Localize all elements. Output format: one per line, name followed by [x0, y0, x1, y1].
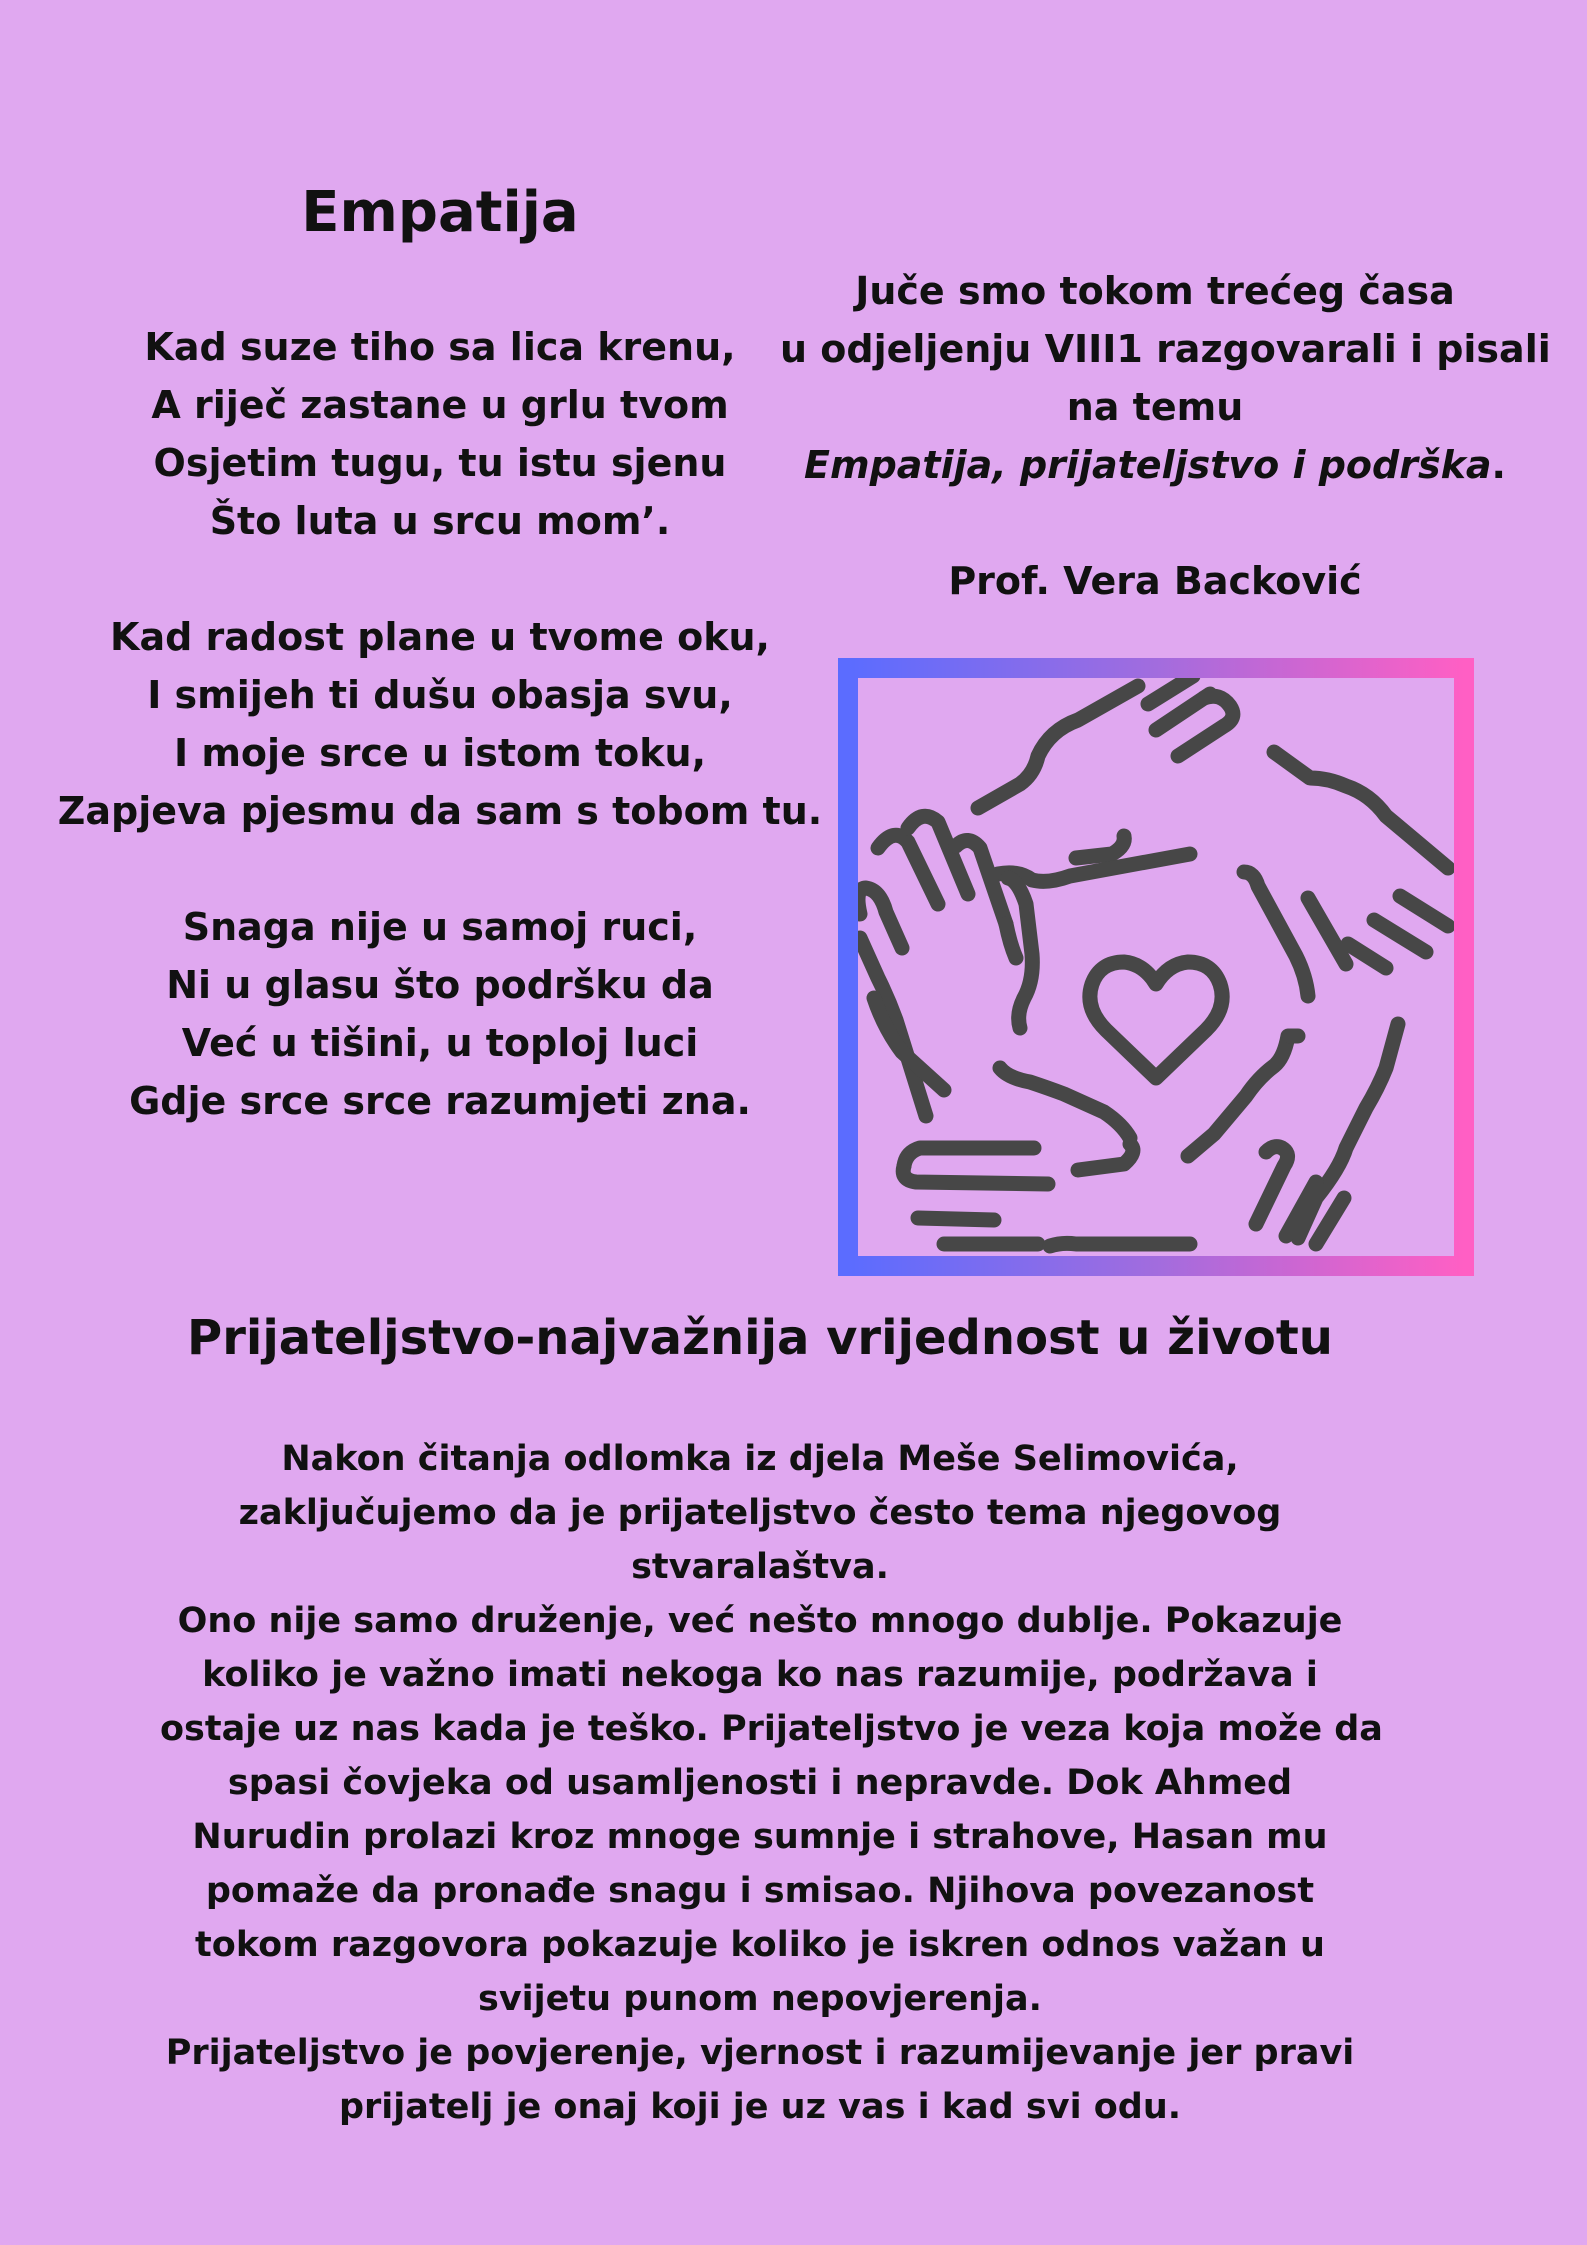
- intro-topic-line: [780, 436, 1530, 494]
- poem-line: I moje srce u istom toku,: [173, 731, 707, 775]
- intro-topic-period: .: [1491, 443, 1506, 487]
- intro-line: u odjeljenju VIII1 razgovarali i pisali: [780, 327, 1551, 371]
- poem-line: Već u tišini, u toploj luci: [181, 1021, 699, 1065]
- essay-line: Prijateljstvo je povjerenje, vjernost i razumijevanje jer pravi: [165, 2033, 1355, 2073]
- essay-line: spasi čovjeka od usamljenosti i nepravde. Dok Ahmed: [227, 1763, 1293, 1803]
- essay-body: [160, 1432, 1383, 2134]
- author-signature: Prof. Vera Backović: [948, 559, 1362, 603]
- poem-line: A riječ zastane u grlu tvom: [151, 383, 729, 427]
- intro-line: na temu: [1066, 385, 1244, 429]
- poem-stanza: [40, 898, 840, 1130]
- poem-line: Ni u glasu što podršku da: [166, 963, 714, 1007]
- poem-line: Zapjeva pjesmu da sam s tobom tu.: [57, 789, 823, 833]
- poem-line: Snaga nije u samoj ruci,: [182, 905, 698, 949]
- poem-line: Što luta u srcu mom’.: [209, 499, 671, 543]
- poem-title: Empatija: [301, 180, 579, 245]
- poem-stanza: [40, 318, 840, 550]
- poem-line: Gdje srce srce razumjeti zna.: [129, 1079, 751, 1123]
- poem-line: Kad suze tiho sa lica krenu,: [144, 325, 736, 369]
- poem-line: Osjetim tugu, tu istu sjenu: [153, 441, 727, 485]
- section-title: Prijateljstvo-najvažnija vrijednost u životu: [187, 1310, 1333, 1366]
- illustration-frame: [838, 658, 1474, 1276]
- intro-line: Juče smo tokom trećeg časa: [855, 269, 1455, 313]
- essay-line: ostaje uz nas kada je teško. Prijateljstvo je veza koja može da: [160, 1709, 1383, 1749]
- intro-topic: Empatija, prijateljstvo i podrška: [804, 443, 1492, 487]
- essay-line: svijetu punom nepovjerenja.: [478, 1979, 1042, 2019]
- essay-line: Nakon čitanja odlomka iz djela Meše Selimovića,: [281, 1439, 1239, 1479]
- intro-text: [780, 262, 1551, 610]
- poem-line: I smijeh ti dušu obasja svu,: [147, 673, 733, 717]
- essay-line: stvaralaštva.: [631, 1547, 889, 1587]
- hands-circle-icon: [838, 658, 1474, 1276]
- essay-line: pomaže da pronađe snagu i smisao. Njihova povezanost: [205, 1871, 1315, 1911]
- poem-body: [40, 318, 840, 1188]
- essay-line: tokom razgovora pokazuje koliko je iskren odnos važan u: [195, 1925, 1325, 1965]
- essay-line: Ono nije samo druženje, već nešto mnogo dublje. Pokazuje: [177, 1601, 1343, 1641]
- poem-line: Kad radost plane u tvome oku,: [110, 615, 770, 659]
- essay-line: koliko je važno imati nekoga ko nas razumije, podržava i: [202, 1655, 1318, 1695]
- essay-line: zaključujemo da je prijateljstvo često tema njegovog: [238, 1493, 1282, 1533]
- heart-icon: [1090, 962, 1222, 1078]
- essay-line: Nurudin prolazi kroz mnoge sumnje i strahove, Hasan mu: [192, 1817, 1328, 1857]
- poem-stanza: [40, 608, 840, 840]
- essay-line: prijatelj je onaj koji je uz vas i kad svi odu.: [338, 2087, 1182, 2127]
